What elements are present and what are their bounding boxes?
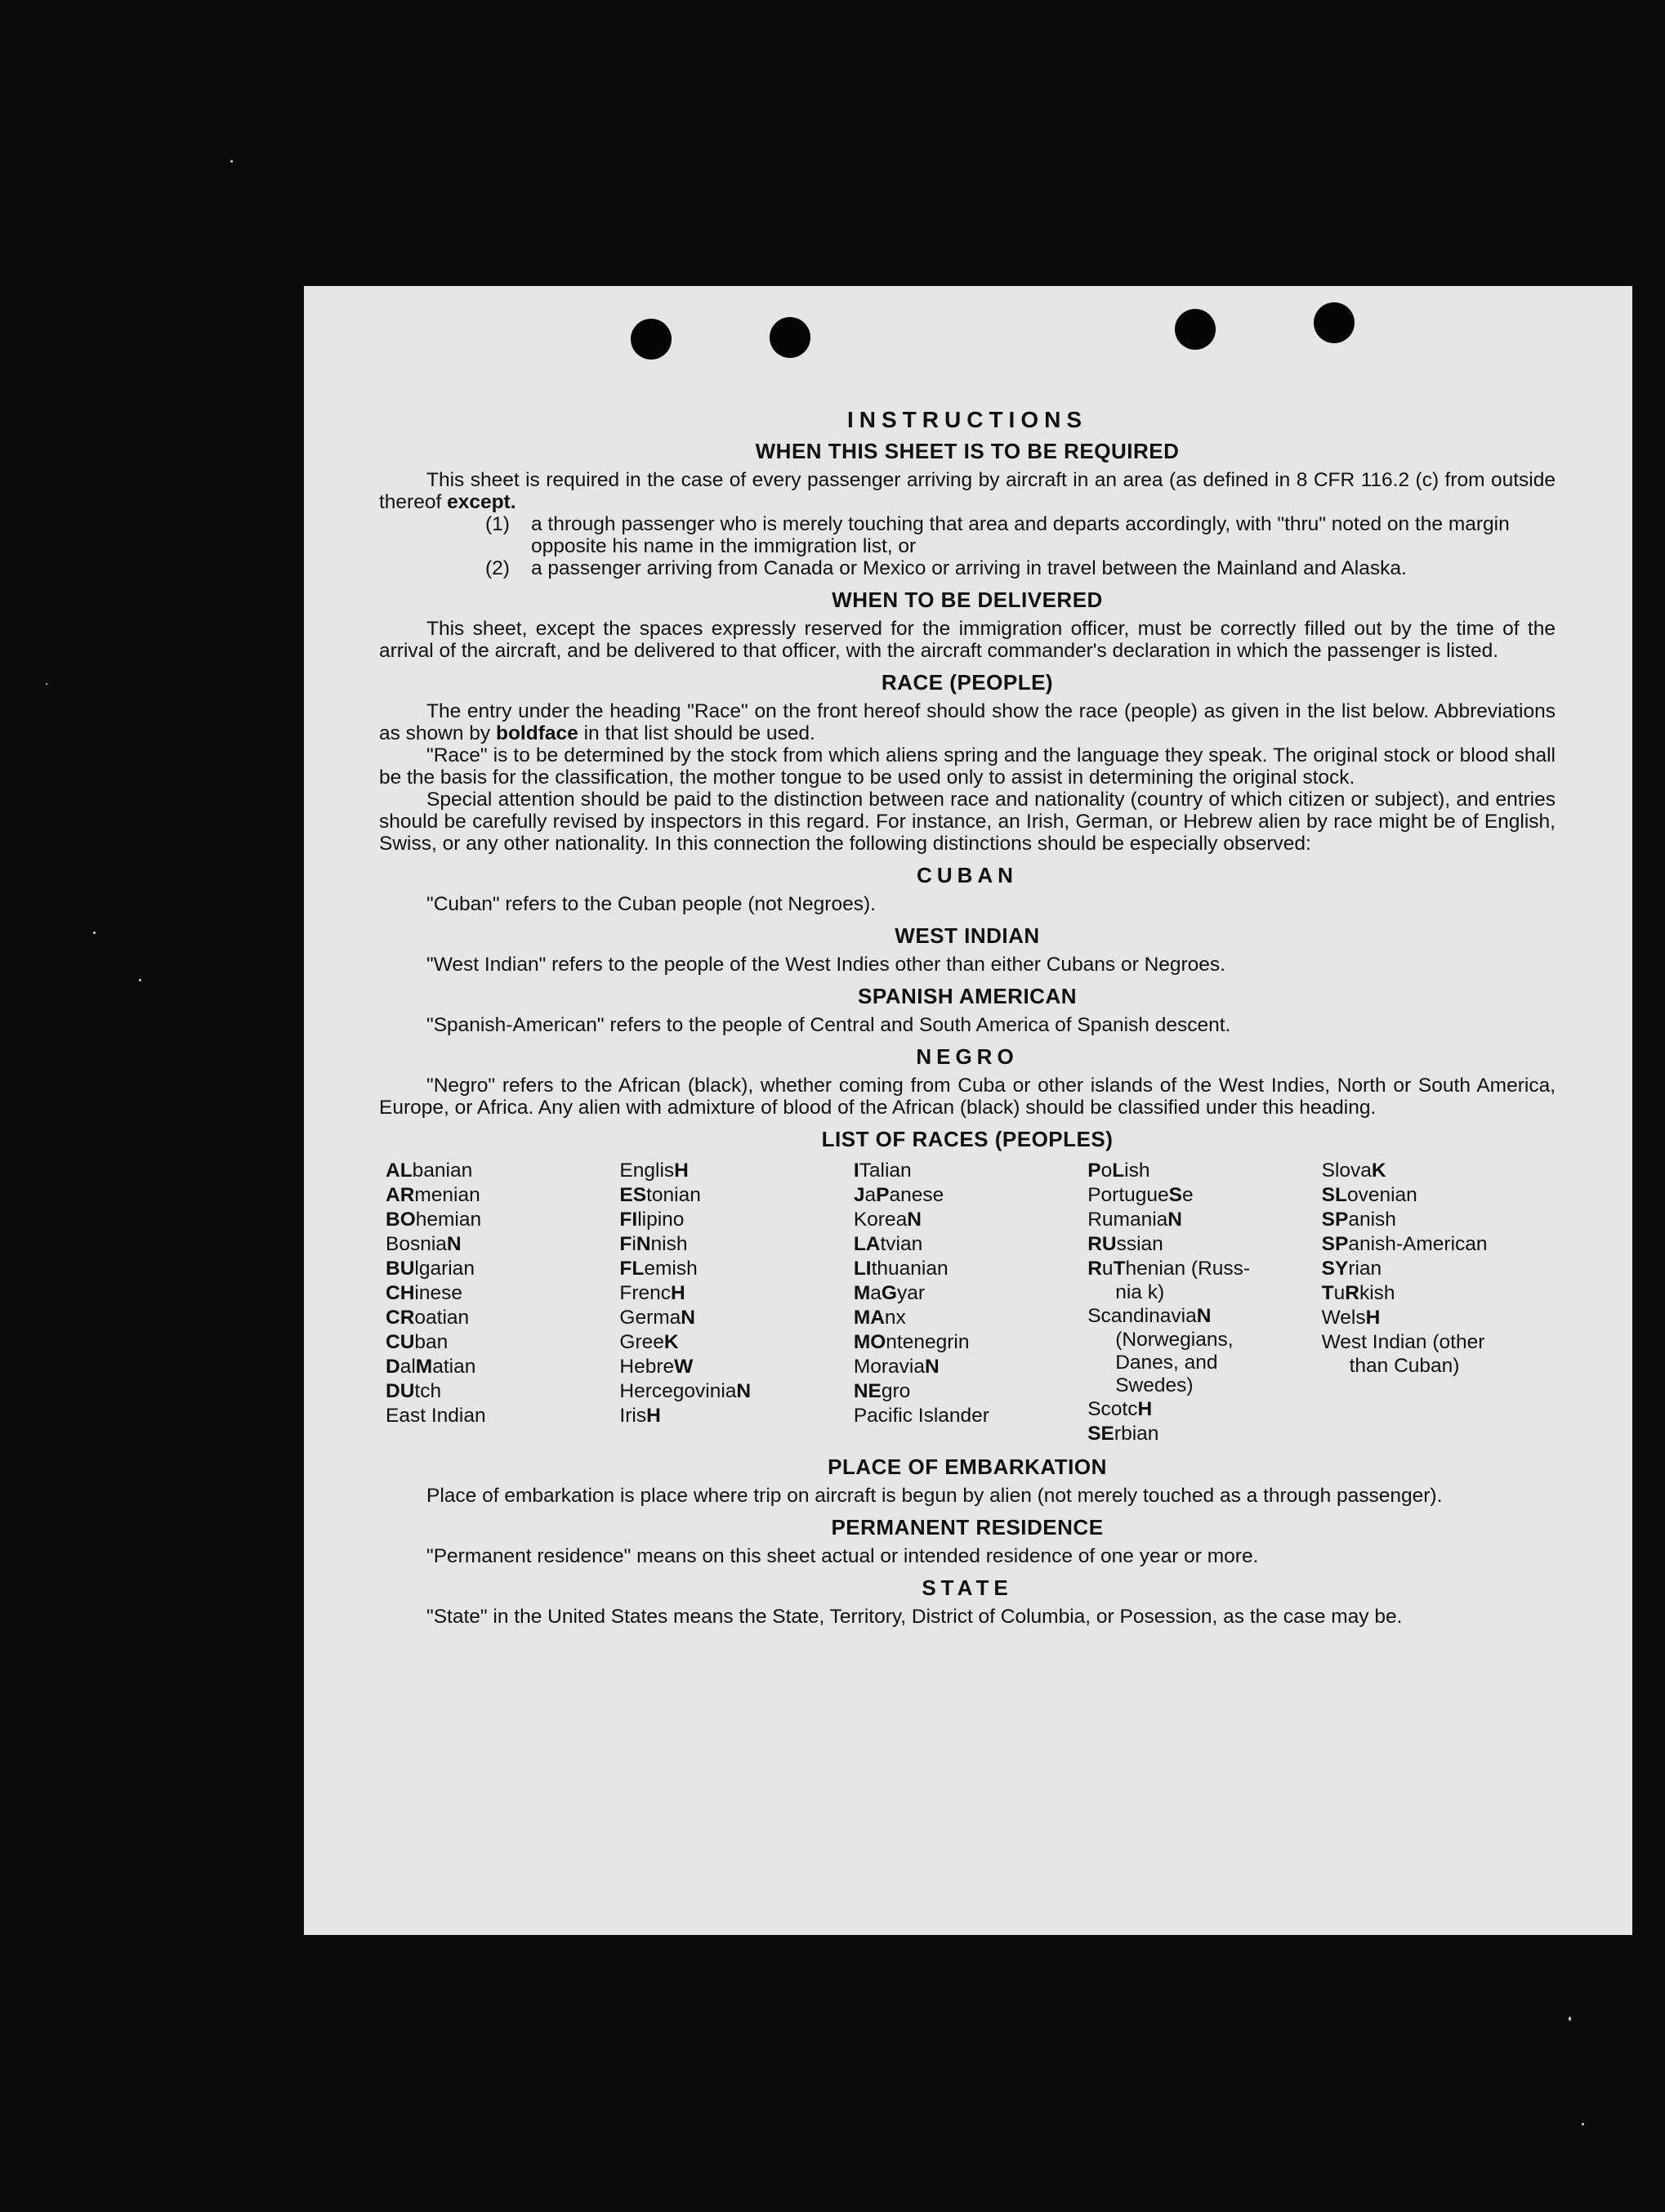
state-text: "State" in the United States means the State, Territory, District of Columbia, or Posession, as the case may be. (426, 1606, 1403, 1628)
race-list-item: PoLish (1087, 1160, 1150, 1182)
when-delivered-text: This sheet, except the spaces expressly reserved for the immigration officer, must be correctly filled out by the time of the arrival of the aircraft, and be delivered to that officer, with the aircraft commander's declaration in which the passenger is listed. (379, 618, 1556, 662)
race-list-item: Danes, and (1115, 1352, 1218, 1374)
race-list-item: IrisH (619, 1405, 661, 1427)
race-list (379, 1159, 1556, 1446)
section-heading-when-delivered: WHEN TO BE DELIVERED (832, 588, 1103, 612)
section-heading-place-of-embarkation: PLACE OF EMBARKATION (828, 1455, 1107, 1479)
spanish-american-text: "Spanish-American" refers to the people of Central and South America of Spanish descent. (426, 1014, 1231, 1036)
race-list-item: BUlgarian (386, 1258, 475, 1280)
race-list-item: LIthuanian (853, 1258, 949, 1280)
punch-hole (1175, 309, 1216, 350)
punch-hole (770, 317, 810, 358)
race-list-item: CUban (386, 1331, 449, 1353)
race-list-item: SLovenian (1321, 1184, 1417, 1206)
section-heading-west-indian: WEST INDIAN (895, 923, 1040, 948)
section-heading-permanent-residence: PERMANENT RESIDENCE (831, 1515, 1104, 1539)
document-sheet (304, 286, 1632, 1935)
film-speck (139, 979, 141, 981)
race-list-item: nia k) (1115, 1281, 1165, 1303)
race-list-item: BosniaN (386, 1233, 462, 1255)
race-list-item: SErbian (1087, 1423, 1159, 1445)
race-list-item: West Indian (other (1321, 1331, 1485, 1353)
race-paragraph-3: Special attention should be paid to the distinction between race and nationality (country of which citizen or subject), and entries should be carefully revised by inspectors in this regard. For instance, an Irish, German, or Hebrew alien by race might be of English, Swiss, or any other nationality. In this connection the following distinctions should be especially observed: (379, 789, 1556, 855)
race-list-column (386, 1159, 619, 1446)
cuban-text: "Cuban" refers to the Cuban people (not Negroes). (426, 893, 876, 915)
race-list-item: LAtvian (853, 1233, 923, 1255)
film-speck (1582, 2123, 1584, 2125)
race-list-item: FrencH (619, 1282, 685, 1304)
race-list-item: EStonian (619, 1184, 701, 1206)
race-list-item: GreeK (619, 1331, 679, 1353)
race-list-column (1087, 1159, 1321, 1446)
west-indian-text: "West Indian" refers to the people of the West Indies other than either Cubans or Negroes. (426, 954, 1225, 976)
film-speck (230, 160, 233, 163)
negro-text: "Negro" refers to the African (black), whether coming from Cuba or other islands of the West Indies, North or South America, Europe, or Africa. Any alien with admixture of blood of the African (black) should be classified under this heading. (379, 1075, 1556, 1119)
place-of-embarkation-text: Place of embarkation is place where trip on aircraft is begun by alien (not merely touched as a through passenger). (426, 1485, 1443, 1507)
race-list-item: NEgro (853, 1380, 911, 1402)
race-list-item: SYrian (1321, 1258, 1382, 1280)
race-list-item: CRoatian (386, 1307, 470, 1329)
race-list-item: KoreaN (853, 1209, 922, 1231)
race-list-column (619, 1159, 853, 1446)
race-list-item: than Cuban) (1349, 1355, 1460, 1377)
race-list-item: PortugueSe (1087, 1184, 1194, 1206)
section-heading-state: STATE (922, 1575, 1013, 1600)
race-list-item: Swedes) (1115, 1374, 1194, 1396)
race-list-item: FIlipino (619, 1209, 685, 1231)
race-list-item: ScandinaviaN (1087, 1305, 1212, 1327)
film-speck (1569, 2017, 1571, 2021)
race-paragraph-2: "Race" is to be determined by the stock from which aliens spring and the language they speak. The original stock or blood shall be the basis for the classification, the mother tongue to be used only to assist in determining the original stock. (379, 744, 1556, 789)
race-list-item: ARmenian (386, 1184, 480, 1206)
race-list-item: DUtch (386, 1380, 442, 1402)
race-list-item: RuThenian (Russ- (1087, 1258, 1251, 1280)
section-heading-cuban: CUBAN (917, 863, 1018, 887)
film-speck (46, 683, 47, 685)
section-heading-race: RACE (PEOPLE) (881, 670, 1054, 695)
race-list-item: HercegoviniaN (619, 1380, 752, 1402)
section-heading-when-required: WHEN THIS SHEET IS TO BE REQUIRED (755, 439, 1180, 463)
race-list-item: BOhemian (386, 1209, 482, 1231)
permanent-residence-text: "Permanent residence" means on this sheet actual or intended residence of one year or more. (426, 1545, 1259, 1567)
film-speck (93, 932, 96, 934)
instructions-content (379, 409, 1556, 1628)
race-list-item: Pacific Islander (853, 1405, 989, 1427)
race-paragraph-1: The entry under the heading "Race" on the front hereof should show the race (people) as given in the list below. Abbreviations as shown by boldface in that list should be used. (379, 700, 1556, 744)
race-list-item: WelsH (1321, 1307, 1381, 1329)
punch-hole (631, 319, 672, 360)
race-list-column (854, 1159, 1087, 1446)
race-list-item: SPanish (1321, 1209, 1396, 1231)
race-list-item: ALbanian (386, 1160, 473, 1182)
section-heading-negro: NEGRO (916, 1044, 1019, 1069)
race-list-item: SlovaK (1321, 1160, 1386, 1182)
race-list-item: TuRkish (1321, 1282, 1395, 1304)
race-list-item: RUssian (1087, 1233, 1163, 1255)
race-list-column (1322, 1159, 1556, 1446)
race-list-item: (Norwegians, (1115, 1329, 1234, 1351)
race-list-item: DalMatian (386, 1356, 476, 1378)
race-list-item: JaPanese (853, 1184, 944, 1206)
punch-hole (1314, 302, 1355, 343)
section-heading-spanish-american: SPANISH AMERICAN (857, 984, 1077, 1008)
race-list-item: ScotcH (1087, 1398, 1153, 1420)
race-list-item: RumaniaN (1087, 1209, 1182, 1231)
race-list-item: ITalian (853, 1160, 912, 1182)
race-list-item: CHinese (386, 1282, 462, 1304)
race-list-item: FLemish (619, 1258, 698, 1280)
race-list-item: East Indian (386, 1405, 486, 1427)
race-list-item: MOntenegrin (853, 1331, 970, 1353)
race-list-item: HebreW (619, 1356, 694, 1378)
race-list-item: SPanish-American (1321, 1233, 1488, 1255)
race-list-item: MAnx (853, 1307, 906, 1329)
section-heading-list-of-races: LIST OF RACES (PEOPLES) (821, 1127, 1114, 1151)
when-required-text: This sheet is required in the case of every passenger arriving by aircraft in an area (as defined in 8 CFR 116.2 (c) from outside thereof except. (379, 469, 1556, 513)
exception-item: (1) a through passenger who is merely touching that area and departs accordingly, with "thru" noted on the margin opposite his name in the immigration list, or (485, 513, 1510, 557)
race-list-item: EnglisH (619, 1160, 689, 1182)
race-list-item: GermaN (619, 1307, 695, 1329)
race-list-item: MoraviaN (853, 1356, 940, 1378)
exception-item: (2) a passenger arriving from Canada or Mexico or arriving in travel between the Mainland and Alaska. (485, 557, 1407, 579)
race-list-item: FiNnish (619, 1233, 688, 1255)
instructions-title: INSTRUCTIONS (847, 407, 1087, 432)
race-list-item: MaGyar (853, 1282, 925, 1304)
